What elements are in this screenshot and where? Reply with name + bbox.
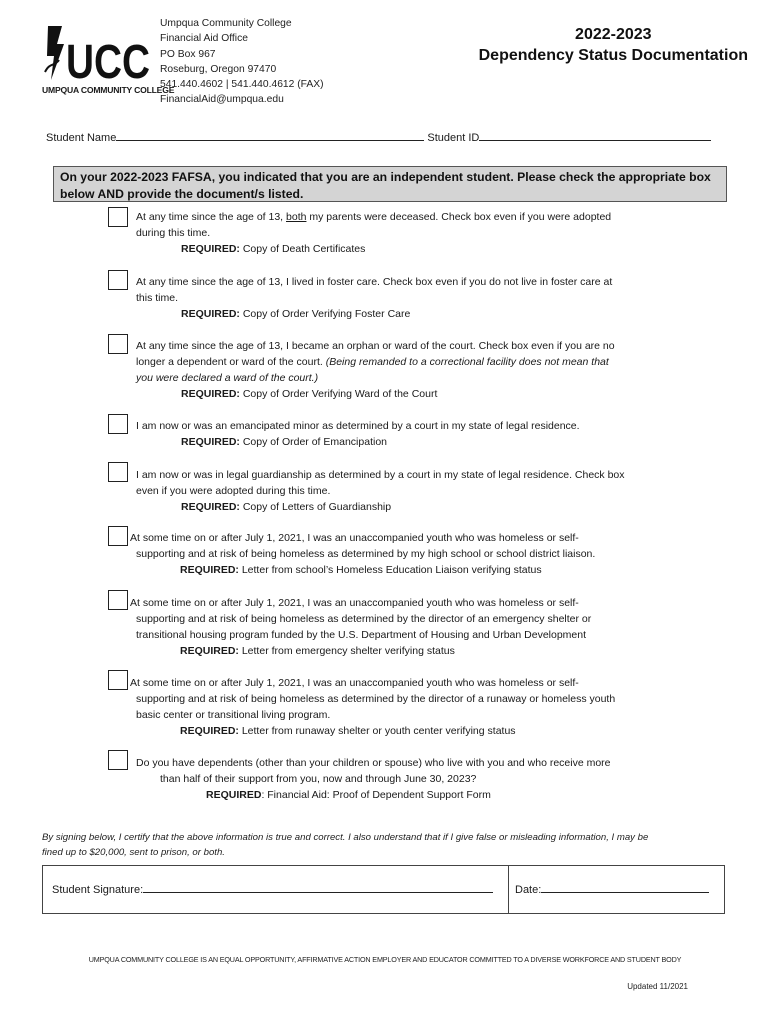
- checkbox-homeless-runaway-center[interactable]: [108, 670, 128, 690]
- option-text: supporting and at risk of being homeless as determined by the director of a runaway or homeless youth: [136, 693, 616, 705]
- address-line: 541.440.4602 | 541.440.4612 (FAX): [160, 79, 324, 91]
- checkbox-homeless-school-liaison[interactable]: [108, 526, 128, 546]
- equal-opportunity-footer: UMPQUA COMMUNITY COLLEGE IS AN EQUAL OPPORTUNITY, AFFIRMATIVE ACTION EMPLOYER AND EDUCATOR COMMITTED TO A DIVERSE WORKFORCE AND STUDENT BODY: [88, 955, 682, 964]
- option-emancipated-minor: [136, 418, 676, 450]
- instruction-banner: [53, 166, 727, 202]
- student-name-label: Student Name: [46, 132, 117, 144]
- date-field[interactable]: [541, 883, 709, 893]
- required-document: REQUIRED: Copy of Letters of Guardianship: [181, 501, 392, 513]
- student-info-line: [46, 131, 711, 144]
- banner-line: On your 2022-2023 FAFSA, you indicated that you are an independent student. Please check the appropriate box: [60, 170, 711, 184]
- required-document: REQUIRED: Copy of Death Certificates: [181, 243, 366, 255]
- date-row: [515, 883, 709, 896]
- option-homeless-school-liaison: [130, 530, 670, 578]
- required-document: REQUIRED: Copy of Order Verifying Ward of the Court: [181, 388, 438, 400]
- checkbox-foster-care[interactable]: [108, 270, 128, 290]
- student-id-field[interactable]: [479, 131, 711, 141]
- required-document: REQUIRED: Copy of Order of Emancipation: [181, 436, 387, 448]
- signature-divider: [508, 865, 509, 914]
- checkbox-homeless-emergency-shelter[interactable]: [108, 590, 128, 610]
- option-text: than half of their support from you, now and through June 30, 2023?: [160, 773, 477, 785]
- certification-line: By signing below, I certify that the above information is true and correct. I also understand that if I give false or misleading information, I may be: [42, 832, 649, 843]
- required-document: REQUIRED: Letter from runaway shelter or youth center verifying status: [180, 725, 516, 737]
- document-title: [479, 24, 748, 66]
- option-text: this time.: [136, 292, 179, 304]
- option-legal-guardianship: [136, 467, 676, 515]
- certification-line: fined up to $20,000, sent to prison, or both.: [42, 847, 225, 858]
- banner-line: below AND provide the document/s listed.: [60, 186, 304, 201]
- option-parents-deceased: [136, 209, 676, 257]
- student-signature-label: Student Signature:: [52, 884, 144, 896]
- option-text: even if you were adopted during this time.: [136, 485, 331, 497]
- option-text: At any time since the age of 13,: [136, 211, 287, 223]
- address-line: Roseburg, Oregon 97470: [160, 63, 277, 75]
- option-ward-of-court: [136, 338, 676, 402]
- certification-statement: [42, 830, 732, 860]
- option-text: I am now or was an emancipated minor as determined by a court in my state of legal residence.: [136, 420, 580, 432]
- updated-date: Updated 11/2021: [627, 982, 688, 991]
- logo-letters: UCC: [66, 36, 150, 89]
- option-text: supporting and at risk of being homeless as determined by the director of an emergency shelter or: [136, 613, 592, 625]
- option-text: supporting and at risk of being homeless as determined by my high school or school district liaison.: [136, 548, 596, 560]
- signature-row: [52, 883, 493, 896]
- option-text: basic center or transitional living program.: [136, 709, 331, 721]
- checkbox-ward-of-court[interactable]: [108, 334, 128, 354]
- title-text: Dependency Status Documentation: [478, 47, 748, 64]
- option-text: during this time.: [136, 227, 211, 239]
- address-line: PO Box 967: [160, 48, 216, 60]
- option-text-emphasis: both: [286, 211, 307, 223]
- option-dependents: [136, 755, 676, 803]
- office-address: [160, 16, 324, 108]
- checkbox-dependents[interactable]: [108, 750, 128, 770]
- option-text: At any time since the age of 13, I lived in foster care. Check box even if you do not live in foster care at: [136, 276, 613, 288]
- option-text: At some time on or after July 1, 2021, I was an unaccompanied youth who was homeless or self-: [130, 532, 579, 544]
- option-text: I am now or was in legal guardianship as determined by a court in my state of legal residence. Check box: [136, 469, 625, 481]
- option-text: Do you have dependents (other than your children or spouse) who live with you and who receive more: [136, 757, 611, 769]
- date-label: Date:: [515, 884, 542, 896]
- logo-text: UMPQUA COMMUNITY COLLEGE: [42, 85, 175, 95]
- address-email: FinancialAid@umpqua.edu: [160, 94, 284, 106]
- checkbox-emancipated-minor[interactable]: [108, 414, 128, 434]
- required-document: REQUIRED: Letter from emergency shelter verifying status: [180, 645, 455, 657]
- checkbox-parents-deceased[interactable]: [108, 207, 128, 227]
- required-document: REQUIRED: Financial Aid: Proof of Dependent Support Form: [206, 789, 491, 801]
- option-homeless-emergency-shelter: [130, 595, 670, 659]
- student-name-field[interactable]: [116, 131, 424, 141]
- option-homeless-runaway-center: [130, 675, 670, 739]
- checkbox-legal-guardianship[interactable]: [108, 462, 128, 482]
- required-document: REQUIRED: Letter from school’s Homeless Education Liaison verifying status: [180, 564, 542, 576]
- option-foster-care: [136, 274, 676, 322]
- option-note: you were declared a ward of the court.): [136, 372, 319, 384]
- student-signature-field[interactable]: [143, 883, 493, 893]
- address-line: Umpqua Community College: [160, 18, 292, 29]
- option-text: At some time on or after July 1, 2021, I was an unaccompanied youth who was homeless or self-: [130, 597, 579, 609]
- option-text: At any time since the age of 13, I became an orphan or ward of the court. Check box even if you are no: [136, 340, 615, 352]
- address-line: Financial Aid Office: [160, 33, 248, 45]
- award-year: 2022-2023: [575, 26, 652, 43]
- option-note: (Being remanded to a correctional facility does not mean that: [325, 356, 609, 368]
- option-text: longer a dependent or ward of the court.: [136, 356, 326, 368]
- option-text: At some time on or after July 1, 2021, I was an unaccompanied youth who was homeless or self-: [130, 677, 579, 689]
- student-id-label: Student ID: [427, 132, 480, 144]
- option-text: my parents were deceased. Check box even if you were adopted: [306, 211, 612, 223]
- required-document: REQUIRED: Copy of Order Verifying Foster Care: [181, 308, 411, 320]
- option-text: transitional housing program funded by the U.S. Department of Housing and Urban Development: [136, 629, 587, 641]
